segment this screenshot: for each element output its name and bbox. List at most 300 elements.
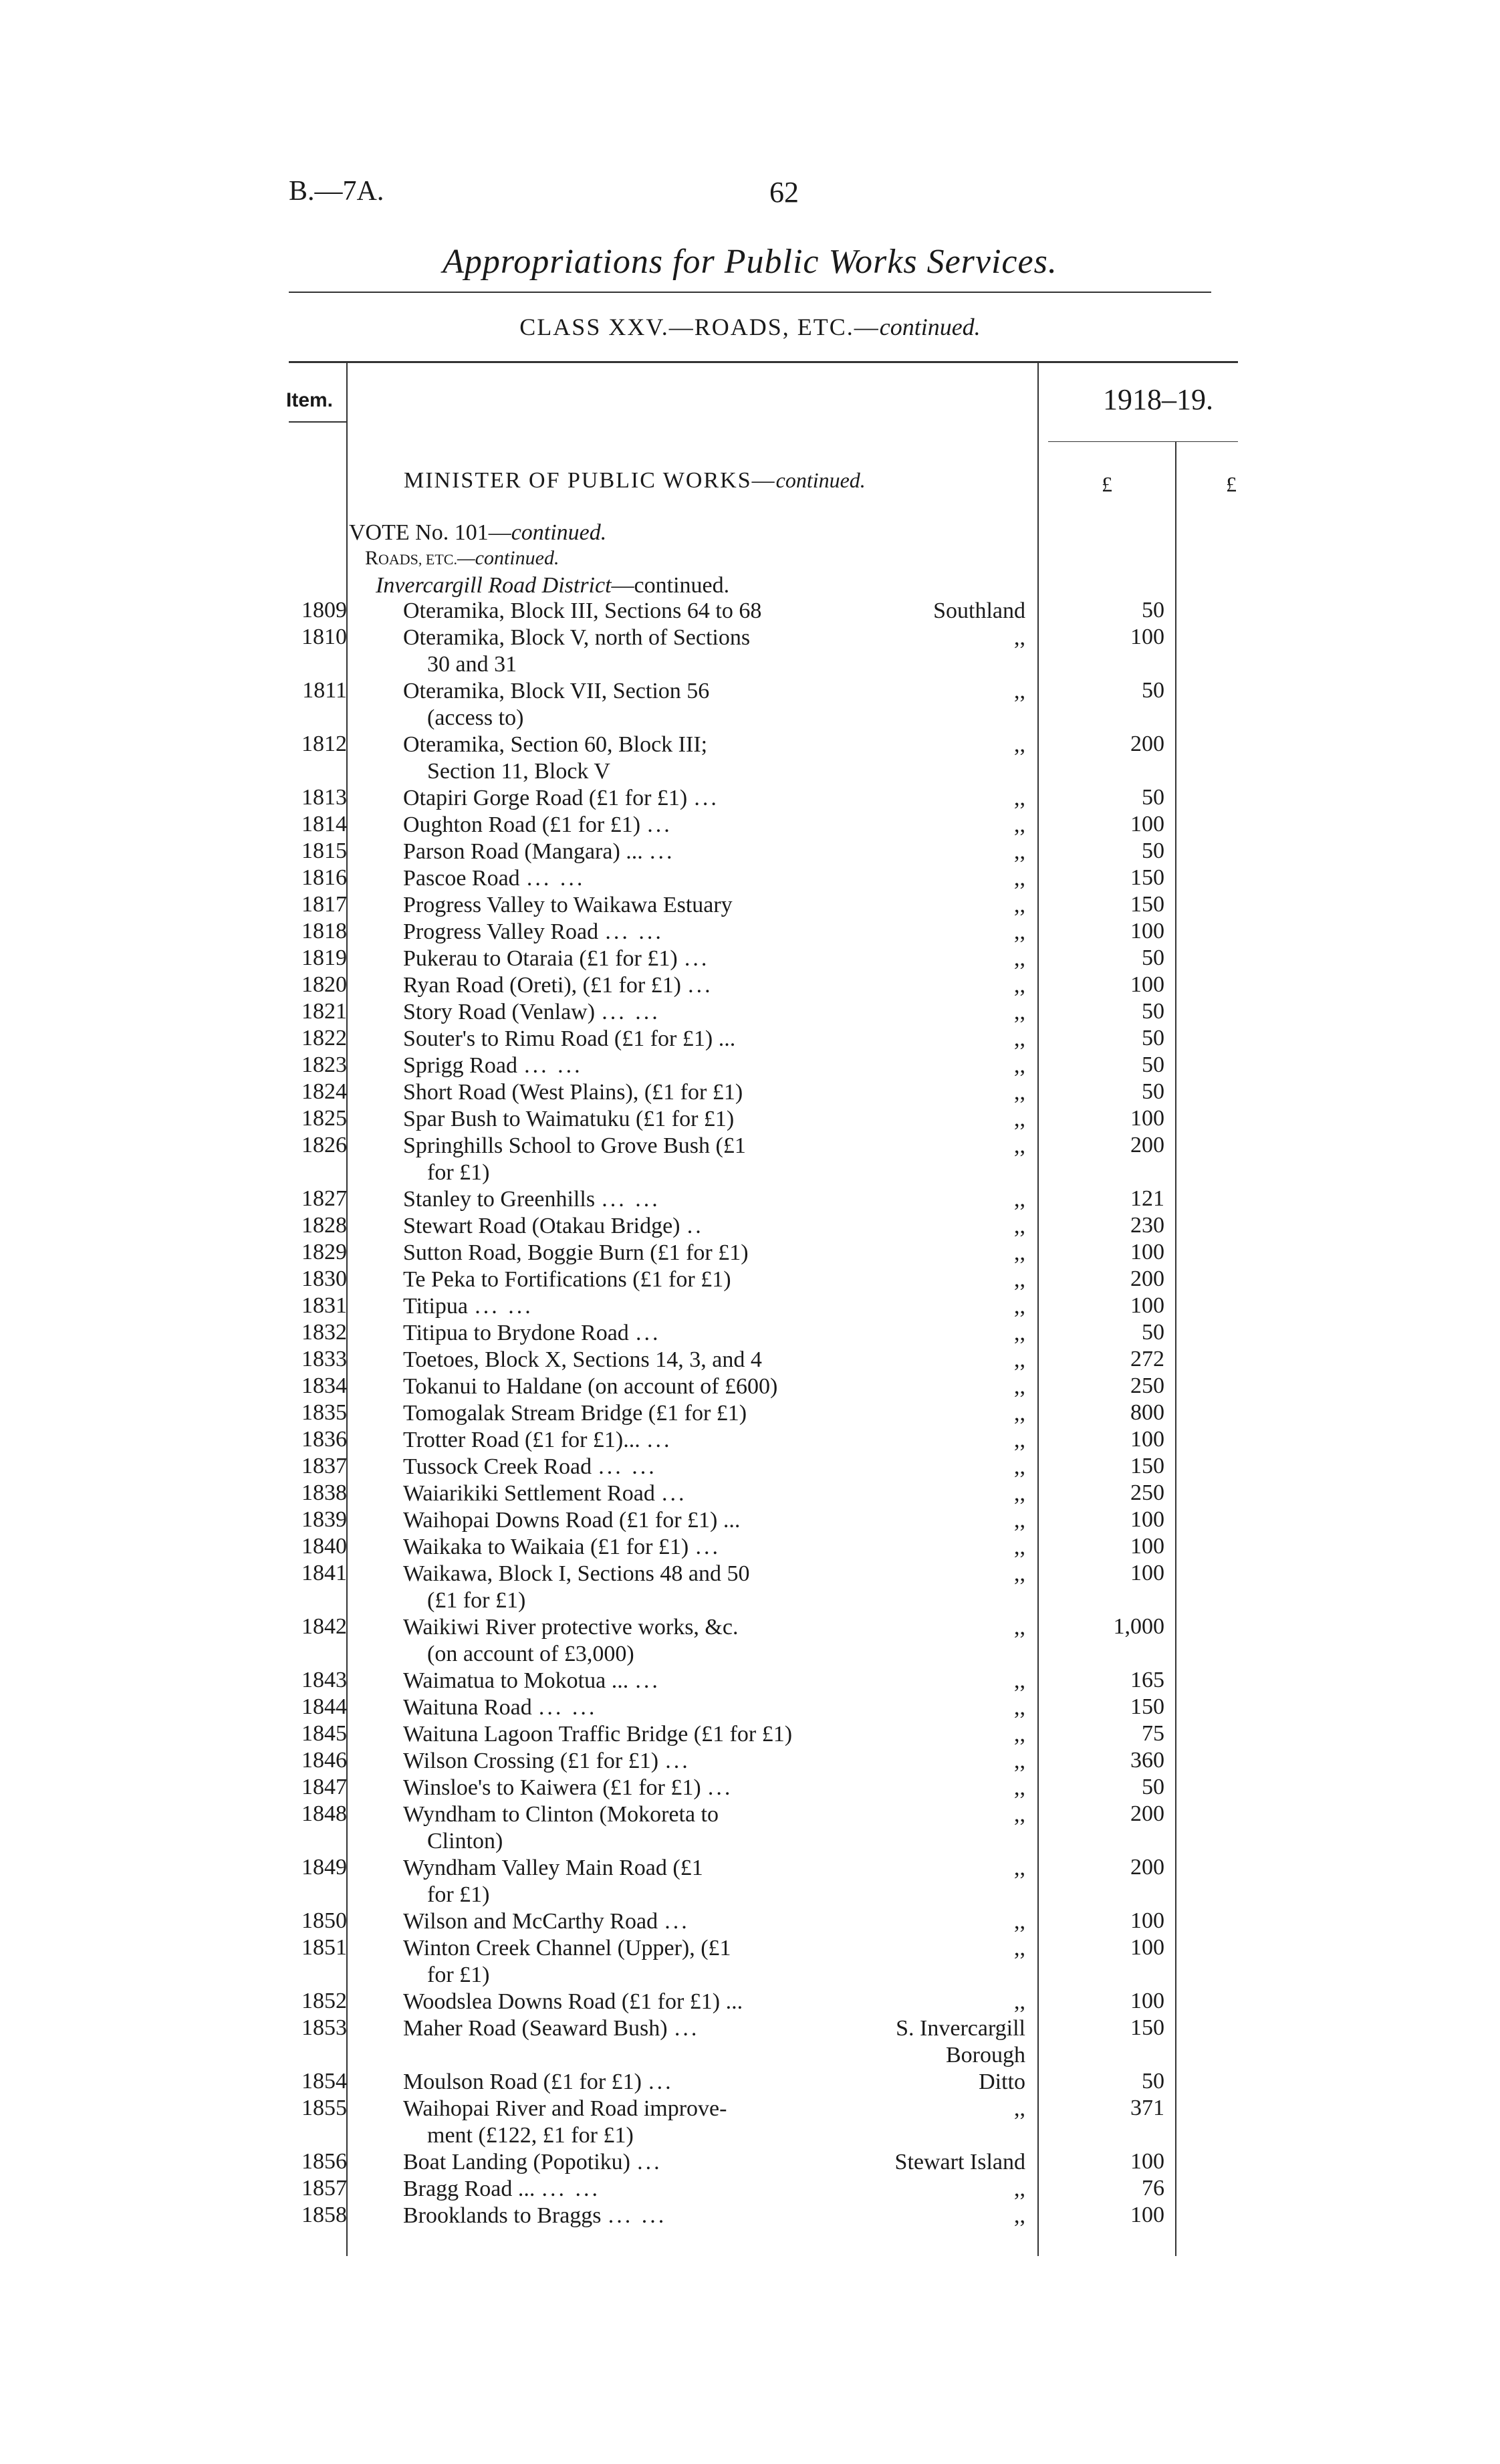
description-line: Waikiwi River protective works, &c.: [403, 1615, 739, 1640]
item-description: [403, 1855, 703, 1908]
district-cell: [1014, 1668, 1025, 1694]
class-heading: [0, 313, 1500, 341]
amount: 371: [1130, 2096, 1164, 2120]
currency-left-header: £: [1102, 472, 1112, 496]
item-number: 1813: [301, 785, 347, 810]
description-continuation: (on account of £3,000): [427, 1642, 634, 1666]
district-name: Ditto: [979, 2069, 1025, 2094]
district-name: ,,: [1014, 919, 1025, 944]
description-line: Tomogalak Stream Bridge (£1 for £1): [403, 1401, 747, 1426]
district-name: ,,: [1014, 1107, 1025, 1131]
description-line: Brooklands to Braggs: [403, 2203, 602, 2228]
item-number: 1812: [301, 732, 347, 756]
description-line: Parson Road (Mangara) ...: [403, 839, 643, 864]
vote-text: VOTE No. 101—: [349, 520, 511, 545]
district-cell: [1014, 1186, 1025, 1213]
amount: 50: [1142, 678, 1164, 703]
item-number: 1848: [301, 1801, 347, 1826]
district-name: ,,: [1014, 973, 1025, 998]
item-description: [403, 1908, 690, 1935]
leader-dots: ...: [646, 1428, 672, 1452]
description-line: Sprigg Road: [403, 1053, 517, 1078]
class-heading-text: CLASS XXV.—ROADS, ETC.—: [519, 314, 880, 340]
leader-dots: ... ...: [602, 1187, 660, 1212]
description-line: Toetoes, Block X, Sections 14, 3, and 4: [403, 1347, 762, 1372]
amount: 50: [1142, 598, 1164, 623]
district-cell: [1014, 1775, 1025, 1801]
district-cell: [1014, 1106, 1025, 1133]
amount: 200: [1130, 1855, 1164, 1880]
leader-dots: ... ...: [608, 2203, 667, 2228]
item-number: 1836: [301, 1427, 347, 1452]
amount: 100: [1130, 1106, 1164, 1131]
district-name: ,,: [1014, 625, 1025, 650]
district-cell: [1014, 2203, 1025, 2229]
district-cell: [1014, 678, 1025, 705]
district-cell: [1014, 812, 1025, 838]
district-cell: [1014, 1480, 1025, 1507]
district-name: ,,: [1014, 1561, 1025, 1586]
district-cell: [1014, 1133, 1025, 1159]
description-line: Short Road (West Plains), (£1 for £1): [403, 1080, 743, 1105]
leader-dots: ...: [648, 2069, 674, 2094]
description-line: Oughton Road (£1 for £1): [403, 812, 641, 837]
district-name: ,,: [1014, 1053, 1025, 1078]
item-description: [403, 1213, 704, 1240]
item-number: 1820: [301, 972, 347, 997]
item-number: 1816: [301, 865, 347, 890]
district-name: ,,: [1014, 1133, 1025, 1158]
description-line: Waihopai River and Road improve-: [403, 2096, 727, 2121]
item-description: [403, 945, 709, 972]
item-number: 1842: [301, 1614, 347, 1639]
district-cell: [1014, 1908, 1025, 1935]
amount: 50: [1142, 2069, 1164, 2094]
amount: 165: [1130, 1668, 1164, 1692]
district-name: ,,: [1014, 946, 1025, 971]
district-cell: [1014, 1989, 1025, 2015]
item-description: [403, 1748, 691, 1775]
item-number: 1847: [301, 1775, 347, 1799]
item-description: [403, 785, 719, 812]
district-name: ,,: [1014, 786, 1025, 810]
amount: 360: [1130, 1748, 1164, 1773]
item-description: [403, 1721, 792, 1748]
district-cell: [1014, 865, 1025, 892]
leader-dots: ... ...: [598, 1454, 657, 1479]
table-top-rule: [289, 361, 1238, 363]
description-line: Titipua to Brydone Road: [403, 1321, 629, 1345]
item-description: [403, 1079, 743, 1106]
amount: 100: [1130, 812, 1164, 836]
item-number: 1837: [301, 1454, 347, 1478]
district-cell: [1014, 732, 1025, 758]
amount: 100: [1130, 919, 1164, 943]
district-cell: [1014, 919, 1025, 945]
description-line: Progress Valley Road: [403, 919, 599, 944]
item-description: [403, 2149, 662, 2176]
district-cell: [1014, 2096, 1025, 2122]
item-description: [403, 2203, 666, 2229]
item-description: [403, 1052, 583, 1079]
item-description: [403, 732, 707, 785]
district-name: ,,: [1014, 1000, 1025, 1024]
item-description: [403, 1026, 735, 1052]
leader-dots: ...: [649, 839, 675, 864]
district-name: ,,: [1014, 1775, 1025, 1800]
description-line: Wyndham Valley Main Road (£1: [403, 1856, 703, 1880]
district-cell: [1014, 1347, 1025, 1373]
description-line: Boat Landing (Popotiku): [403, 2150, 630, 2174]
item-number: 1811: [302, 678, 347, 703]
leader-dots: ...: [665, 1749, 691, 1773]
amount: 50: [1142, 1079, 1164, 1104]
item-description: [403, 1480, 687, 1507]
district-name: ,,: [1014, 1909, 1025, 1934]
district-cell: [1014, 1427, 1025, 1454]
amount: 200: [1130, 732, 1164, 756]
description-line: Waituna Lagoon Traffic Bridge (£1 for £1): [403, 1722, 793, 1747]
item-number: 1846: [301, 1748, 347, 1773]
leader-dots: ...: [636, 1321, 661, 1345]
amount: 100: [1130, 1935, 1164, 1960]
item-description: [403, 1293, 533, 1320]
amount: 250: [1130, 1480, 1164, 1505]
district-name: ,,: [1014, 732, 1025, 757]
description-continuation: (£1 for £1): [427, 1588, 526, 1613]
item-number: 1856: [301, 2149, 347, 2174]
item-description: [403, 892, 733, 919]
description-line: Souter's to Rimu Road (£1 for £1) ...: [403, 1026, 736, 1051]
district-name: ,,: [1014, 866, 1025, 891]
district-name: ,,: [1014, 1749, 1025, 1773]
leader-dots: ...: [635, 1668, 660, 1693]
item-column-header: Item.: [286, 389, 334, 411]
district-name: S. Invercargill: [896, 2016, 1025, 2041]
roads-initial: R: [365, 547, 379, 569]
amount: 100: [1130, 1427, 1164, 1452]
amount: 121: [1130, 1186, 1164, 1211]
item-description: [403, 865, 585, 892]
description-continuation: for £1): [427, 1160, 490, 1185]
roads-continued: —continued.: [457, 547, 559, 569]
item-description: [403, 1668, 660, 1694]
amount: 200: [1130, 1801, 1164, 1826]
item-description: [403, 1801, 719, 1855]
district-name: Invercargill Road District: [376, 573, 612, 598]
description-continuation: for £1): [427, 1882, 490, 1907]
description-continuation: 30 and 31: [427, 652, 517, 677]
description-line: Spar Bush to Waimatuku (£1 for £1): [403, 1107, 735, 1131]
item-description: [403, 999, 660, 1026]
title-rule: [289, 292, 1211, 293]
amount: 100: [1130, 1507, 1164, 1532]
leader-dots: ... ...: [605, 919, 664, 944]
item-description: [403, 598, 761, 625]
amount: 100: [1130, 1989, 1164, 2013]
item-number: 1850: [301, 1908, 347, 1933]
district-cell: [896, 2015, 1025, 2069]
district-name: ,,: [1014, 1294, 1025, 1319]
item-number: 1840: [301, 1534, 347, 1559]
item-description: [403, 1106, 734, 1133]
amount: 272: [1130, 1347, 1164, 1371]
district-cell: [895, 2149, 1025, 2176]
district-name: ,,: [1014, 1695, 1025, 1720]
description-line: Springhills School to Grove Bush (£1: [403, 1133, 746, 1158]
document-reference: B.—7A.: [289, 176, 384, 207]
amount: 75: [1142, 1721, 1164, 1746]
item-number: 1845: [301, 1721, 347, 1746]
description-line: Ryan Road (Oreti), (£1 for £1): [403, 973, 681, 998]
item-number: 1828: [301, 1213, 347, 1238]
item-number: 1849: [301, 1855, 347, 1880]
amount-column-rule: [1175, 441, 1176, 2256]
district-name: ,,: [1014, 1535, 1025, 1559]
district-continuation: Borough: [946, 2043, 1025, 2067]
description-line: Oteramika, Block III, Sections 64 to 68: [403, 598, 762, 623]
item-number: 1844: [301, 1694, 347, 1719]
item-number: 1830: [301, 1266, 347, 1291]
item-description: [403, 1989, 743, 2015]
description-line: Oteramika, Block VII, Section 56: [403, 679, 710, 703]
description-line: Titipua: [403, 1294, 469, 1319]
district-cell: [1014, 1534, 1025, 1561]
item-description: [403, 1775, 733, 1801]
item-number: 1852: [301, 1989, 347, 2013]
description-line: Tussock Creek Road: [403, 1454, 592, 1479]
amount: 150: [1130, 1694, 1164, 1719]
item-description: [403, 2015, 699, 2042]
description-line: Waikaka to Waikaia (£1 for £1): [403, 1535, 689, 1559]
district-cell: [1014, 1454, 1025, 1480]
amount: 800: [1130, 1400, 1164, 1425]
district-cell: [1014, 1801, 1025, 1828]
district-name: ,,: [1014, 1026, 1025, 1051]
item-number: 1827: [301, 1186, 347, 1211]
amount: 100: [1130, 2203, 1164, 2227]
amount: 230: [1130, 1213, 1164, 1238]
district-name: ,,: [1014, 1508, 1025, 1533]
amount: 50: [1142, 1320, 1164, 1345]
amount: 50: [1142, 1775, 1164, 1799]
amount: 100: [1130, 1293, 1164, 1318]
item-description: [403, 1507, 740, 1534]
amount: 50: [1142, 785, 1164, 810]
district-name: ,,: [1014, 1321, 1025, 1345]
item-description: [403, 1186, 660, 1213]
description-line: Bragg Road ...: [403, 2176, 535, 2201]
header-bottom-rule: [289, 421, 346, 423]
description-line: Waiarikiki Settlement Road: [403, 1481, 655, 1506]
item-description: [403, 1614, 738, 1668]
district-name: Stewart Island: [894, 2150, 1025, 2174]
district-cell: [1014, 838, 1025, 865]
description-line: Oteramika, Block V, north of Sections: [403, 625, 751, 650]
item-number: 1854: [301, 2069, 347, 2094]
leader-dots: ...: [662, 1481, 687, 1506]
item-number: 1855: [301, 2096, 347, 2120]
item-number: 1824: [301, 1079, 347, 1104]
amount: 150: [1130, 1454, 1164, 1478]
district-cell: [1014, 1614, 1025, 1641]
description-line: Waikawa, Block I, Sections 48 and 50: [403, 1561, 750, 1586]
district-cell: [1014, 1240, 1025, 1266]
item-number: 1829: [301, 1240, 347, 1264]
item-number: 1857: [301, 2176, 347, 2201]
class-heading-continued: continued.: [879, 314, 981, 340]
item-description: [403, 1454, 657, 1480]
item-description: [403, 1373, 777, 1400]
district-cell: [1014, 2176, 1025, 2203]
item-description: [403, 1935, 731, 1989]
page-number: 62: [769, 176, 799, 209]
district-cell: [1014, 1320, 1025, 1347]
description-line: Waituna Road: [403, 1695, 532, 1720]
amount: 100: [1130, 625, 1164, 649]
item-description: [403, 838, 674, 865]
district-name: ,,: [1014, 2096, 1025, 2121]
leader-dots: ... ...: [538, 1695, 598, 1720]
leader-dots: ...: [707, 1775, 733, 1800]
district-name: ,,: [1014, 1187, 1025, 1212]
description-line: Otapiri Gorge Road (£1 for £1): [403, 786, 688, 810]
description-line: Oteramika, Section 60, Block III;: [403, 732, 708, 757]
leader-dots: ..: [686, 1214, 704, 1238]
item-number: 1832: [301, 1320, 347, 1345]
amount: 200: [1130, 1266, 1164, 1291]
description-line: Waimatua to Mokotua ...: [403, 1668, 629, 1693]
description-line: Winton Creek Channel (Upper), (£1: [403, 1936, 731, 1961]
district-continued: —continued.: [611, 573, 730, 598]
description-line: Tokanui to Haldane (on account of £600): [403, 1374, 778, 1399]
district-cell: [1014, 1748, 1025, 1775]
item-number: 1853: [301, 2015, 347, 2040]
description-line: Wilson Crossing (£1 for £1): [403, 1749, 659, 1773]
district-name: ,,: [1014, 1080, 1025, 1105]
district-name: ,,: [1014, 1240, 1025, 1265]
item-number: 1858: [301, 2203, 347, 2227]
description-line: Sutton Road, Boggie Burn (£1 for £1): [403, 1240, 749, 1265]
leader-dots: ...: [674, 2016, 700, 2041]
district-name: ,,: [1014, 1374, 1025, 1399]
description-line: Pukerau to Otaraia (£1 for £1): [403, 946, 678, 971]
district-cell: [1014, 1561, 1025, 1587]
district-name: ,,: [1014, 1347, 1025, 1372]
item-description: [403, 1320, 661, 1347]
district-name: ,,: [1014, 2203, 1025, 2228]
description-continuation: (access to): [427, 705, 524, 730]
district-column-rule: [1037, 361, 1039, 2256]
item-number: 1819: [301, 945, 347, 970]
item-description: [403, 1534, 721, 1561]
item-description: [403, 1561, 749, 1614]
amount: 50: [1142, 838, 1164, 863]
item-description: [403, 1347, 762, 1373]
district-cell: [1014, 1052, 1025, 1079]
amount: 100: [1130, 972, 1164, 997]
description-continuation: ment (£122, £1 for £1): [427, 2123, 634, 2148]
description-line: Wyndham to Clinton (Mokoreta to: [403, 1802, 719, 1827]
item-number: 1825: [301, 1106, 347, 1131]
district-name: ,,: [1014, 1722, 1025, 1747]
item-description: [403, 678, 709, 732]
district-cell: [1014, 1213, 1025, 1240]
amount: 200: [1130, 1133, 1164, 1157]
item-description: [403, 919, 664, 945]
district-name: ,,: [1014, 1989, 1025, 2014]
leader-dots: ...: [695, 1535, 721, 1559]
district-name: ,,: [1014, 1802, 1025, 1827]
amount: 50: [1142, 1026, 1164, 1050]
district-cell: [1014, 625, 1025, 651]
currency-right-header: £: [1226, 472, 1237, 496]
page-title: Appropriations for Public Works Services.: [443, 243, 1057, 281]
item-description: [403, 1266, 731, 1293]
amount: 100: [1130, 1534, 1164, 1559]
leader-dots: ...: [647, 812, 672, 837]
amount: 50: [1142, 1052, 1164, 1077]
item-number: 1817: [301, 892, 347, 917]
amount: 100: [1130, 1561, 1164, 1585]
item-description: [403, 2176, 600, 2203]
description-line: Moulson Road (£1 for £1): [403, 2069, 642, 2094]
amount: 50: [1142, 945, 1164, 970]
leader-dots: ...: [637, 2150, 662, 2174]
item-number: 1818: [301, 919, 347, 943]
leader-dots: ... ...: [541, 2176, 601, 2201]
district-cell: [1014, 1026, 1025, 1052]
district-cell: [1014, 1293, 1025, 1320]
item-number: 1810: [301, 625, 347, 649]
item-number: 1815: [301, 838, 347, 863]
district-name: ,,: [1014, 1936, 1025, 1961]
year-underline: [1048, 441, 1238, 442]
item-number: 1833: [301, 1347, 347, 1371]
leader-dots: ... ...: [526, 866, 586, 891]
district-cell: [1014, 945, 1025, 972]
item-number: 1823: [301, 1052, 347, 1077]
description-line: Winsloe's to Kaiwera (£1 for £1): [403, 1775, 701, 1800]
item-number: 1835: [301, 1400, 347, 1425]
item-number: 1838: [301, 1480, 347, 1505]
item-description: [403, 2096, 727, 2149]
amount: 100: [1130, 1240, 1164, 1264]
district-name: ,,: [1014, 839, 1025, 864]
item-number: 1826: [301, 1133, 347, 1157]
leader-dots: ...: [684, 946, 710, 971]
district-cell: [1014, 1855, 1025, 1882]
district-name: ,,: [1014, 1856, 1025, 1880]
roads-subheading: [365, 547, 559, 570]
district-name: ,,: [1014, 1454, 1025, 1479]
leader-dots: ...: [694, 786, 719, 810]
description-line: Maher Road (Seaward Bush): [403, 2016, 668, 2041]
district-name: ,,: [1014, 1267, 1025, 1292]
minister-heading: [404, 468, 866, 493]
district-name: ,,: [1014, 1668, 1025, 1693]
amount: 100: [1130, 1908, 1164, 1933]
description-line: Woodslea Downs Road (£1 for £1) ...: [403, 1989, 743, 2014]
item-number: 1831: [301, 1293, 347, 1318]
amount: 100: [1130, 2149, 1164, 2174]
amount: 150: [1130, 865, 1164, 890]
amount: 250: [1130, 1373, 1164, 1398]
item-number: 1841: [301, 1561, 347, 1585]
district-cell: [1014, 972, 1025, 999]
district-cell: [933, 598, 1025, 625]
description-line: Stanley to Greenhills: [403, 1187, 596, 1212]
